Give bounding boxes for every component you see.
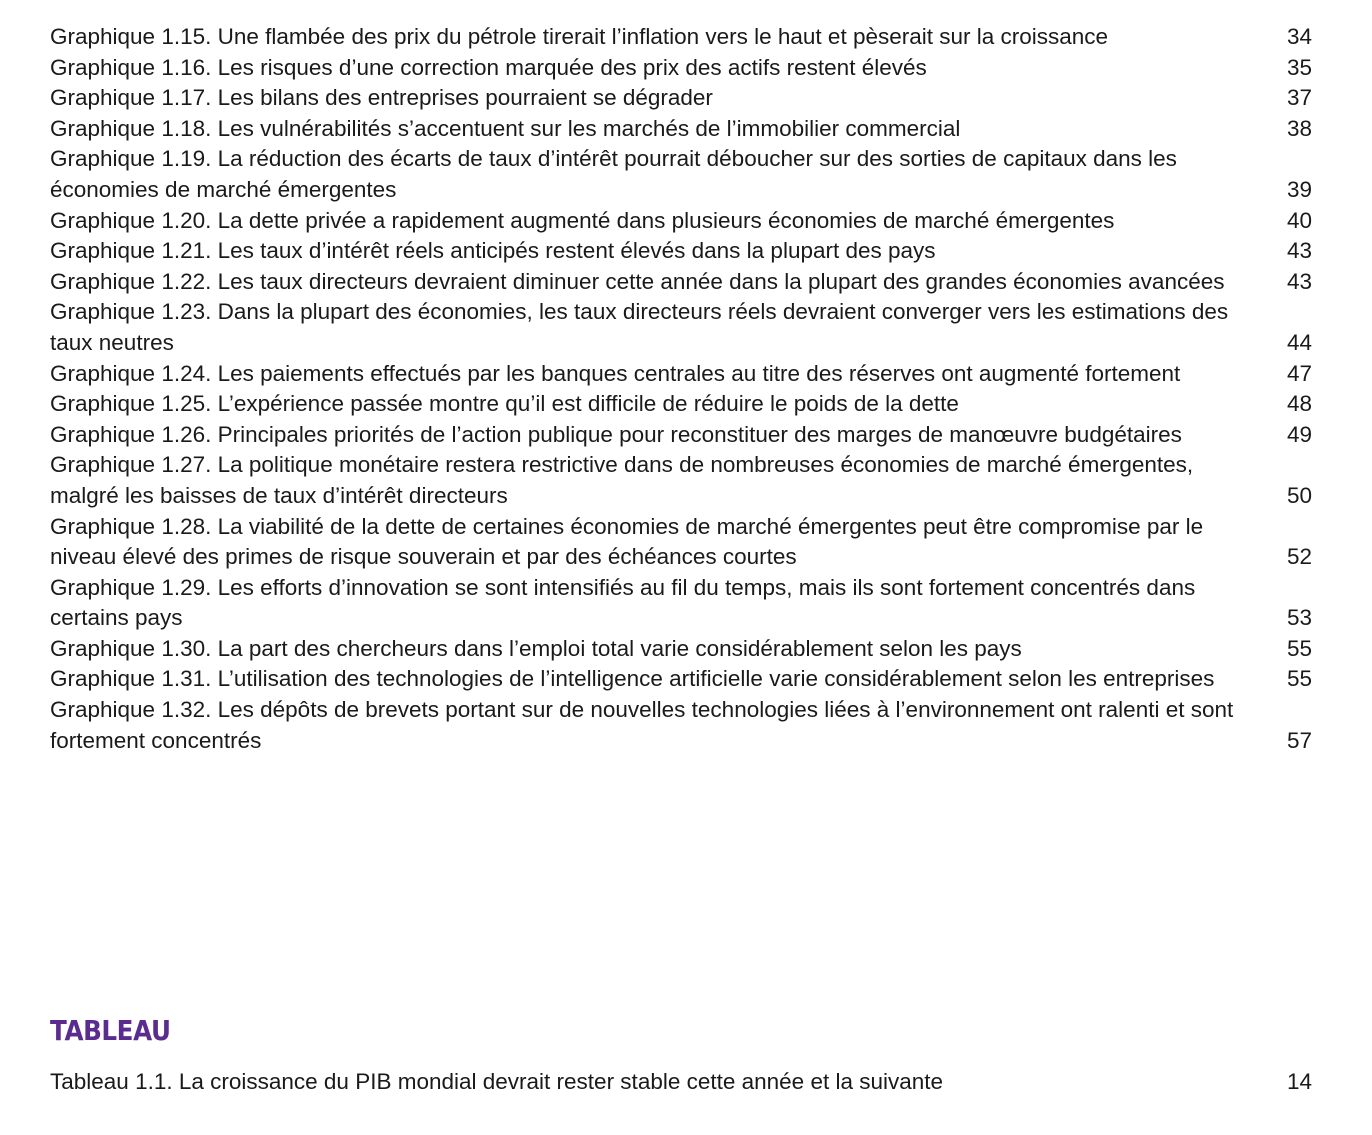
entry-page-number: 39 [1286, 176, 1312, 202]
entry-label: Graphique 1.24. Les paiements effectués par les banques centrales au titre des réserves ont augmenté fortement [50, 360, 1181, 386]
toc-entry-table-1-1[interactable] [50, 1067, 1312, 1098]
entry-label: Graphique 1.31. L’utilisation des technologies de l’intelligence artificielle varie considérablement selon les entreprises [50, 666, 1215, 692]
entry-label: Graphique 1.25. L’expérience passée montre qu’il est difficile de réduire le poids de la dette [50, 391, 959, 417]
tables-list [50, 1067, 1312, 1098]
entry-page-number: 43 [1286, 238, 1312, 264]
entry-page-number: 55 [1286, 635, 1312, 661]
toc-entry-figure-1-29[interactable] [50, 573, 1312, 634]
entry-page-number: 47 [1286, 360, 1312, 386]
toc-entry-figure-1-17[interactable] [50, 83, 1312, 114]
entry-label: Graphique 1.32. Les dépôts de brevets portant sur de nouvelles technologies liées à l’environnement ont ralenti et sont fortement concentrés [50, 697, 1234, 753]
entry-page-number: 48 [1286, 391, 1312, 417]
entry-label: Graphique 1.26. Principales priorités de l’action publique pour reconstituer des marges de manœuvre budgétaires [50, 421, 1182, 447]
entry-page-number: 37 [1286, 85, 1312, 111]
entry-label: Tableau 1.1. La croissance du PIB mondial devrait rester stable cette année et la suivante [50, 1069, 944, 1094]
entry-page-number: 49 [1286, 421, 1312, 447]
entry-label: Graphique 1.23. Dans la plupart des économies, les taux directeurs réels devraient converger vers les estimations des taux neutres [50, 299, 1229, 355]
tables-section-heading: TABLEAU [50, 1014, 171, 1047]
entry-label: Graphique 1.19. La réduction des écarts de taux d’intérêt pourrait déboucher sur des sorties de capitaux dans les économies de marché émergentes [50, 146, 1177, 202]
entry-label: Graphique 1.27. La politique monétaire restera restrictive dans de nombreuses économies de marché émergentes, malgré les baisses de taux d’intérêt directeurs [50, 452, 1194, 508]
entry-page-number: 50 [1286, 482, 1312, 508]
toc-entry-figure-1-15[interactable] [50, 22, 1312, 53]
entry-label: Graphique 1.21. Les taux d’intérêt réels anticipés restent élevés dans la plupart des pays [50, 238, 936, 264]
entry-label: Graphique 1.20. La dette privée a rapidement augmenté dans plusieurs économies de marché émergentes [50, 207, 1115, 233]
toc-entry-figure-1-25[interactable] [50, 389, 1312, 420]
entry-page-number: 53 [1286, 605, 1312, 631]
entry-page-number: 35 [1286, 54, 1312, 80]
entry-label: Graphique 1.17. Les bilans des entreprises pourraient se dégrader [50, 85, 713, 111]
entry-label: Graphique 1.29. Les efforts d’innovation se sont intensifiés au fil du temps, mais ils sont fortement concentrés dans certains pays [50, 574, 1196, 631]
entry-label: Graphique 1.30. La part des chercheurs dans l’emploi total varie considérablement selon les pays [50, 635, 1022, 661]
toc-entry-figure-1-23[interactable] [50, 297, 1312, 358]
toc-entry-figure-1-18[interactable] [50, 114, 1312, 145]
entry-label: Graphique 1.18. Les vulnérabilités s’accentuent sur les marchés de l’immobilier commercial [50, 115, 961, 141]
entry-page-number: 44 [1286, 329, 1312, 355]
toc-entry-figure-1-16[interactable] [50, 53, 1312, 84]
toc-entry-figure-1-28[interactable] [50, 512, 1312, 573]
entry-label: Graphique 1.15. Une flambée des prix du pétrole tirerait l’inflation vers le haut et pèserait sur la croissance [50, 24, 1109, 49]
toc-entry-figure-1-19[interactable] [50, 144, 1312, 205]
toc-entry-figure-1-20[interactable] [50, 206, 1312, 237]
toc-entry-figure-1-24[interactable] [50, 359, 1312, 390]
entry-page-number: 34 [1286, 24, 1312, 49]
toc-entry-figure-1-21[interactable] [50, 236, 1312, 267]
toc-entry-figure-1-27[interactable] [50, 450, 1312, 511]
toc-entry-figure-1-32[interactable] [50, 695, 1312, 756]
entry-page-number: 57 [1286, 727, 1312, 753]
toc-entry-figure-1-30[interactable] [50, 634, 1312, 665]
toc-entry-figure-1-31[interactable] [50, 664, 1312, 695]
entry-label: Graphique 1.16. Les risques d’une correction marquée des prix des actifs restent élevés [50, 54, 927, 80]
entry-page-number: 38 [1286, 115, 1312, 141]
entry-label: Graphique 1.28. La viabilité de la dette de certaines économies de marché émergentes peut être compromise par le niveau élevé des primes de risque souverain et par des échéances courtes [50, 513, 1204, 570]
figures-list [50, 22, 1312, 756]
toc-entry-figure-1-26[interactable] [50, 420, 1312, 451]
entry-page-number: 55 [1286, 666, 1312, 692]
entry-page-number: 14 [1286, 1069, 1312, 1094]
entry-page-number: 43 [1286, 268, 1312, 294]
entry-page-number: 40 [1286, 207, 1312, 233]
entry-page-number: 52 [1286, 544, 1312, 570]
toc-entry-figure-1-22[interactable] [50, 267, 1312, 298]
entry-label: Graphique 1.22. Les taux directeurs devraient diminuer cette année dans la plupart des grandes économies avancées [50, 268, 1225, 294]
